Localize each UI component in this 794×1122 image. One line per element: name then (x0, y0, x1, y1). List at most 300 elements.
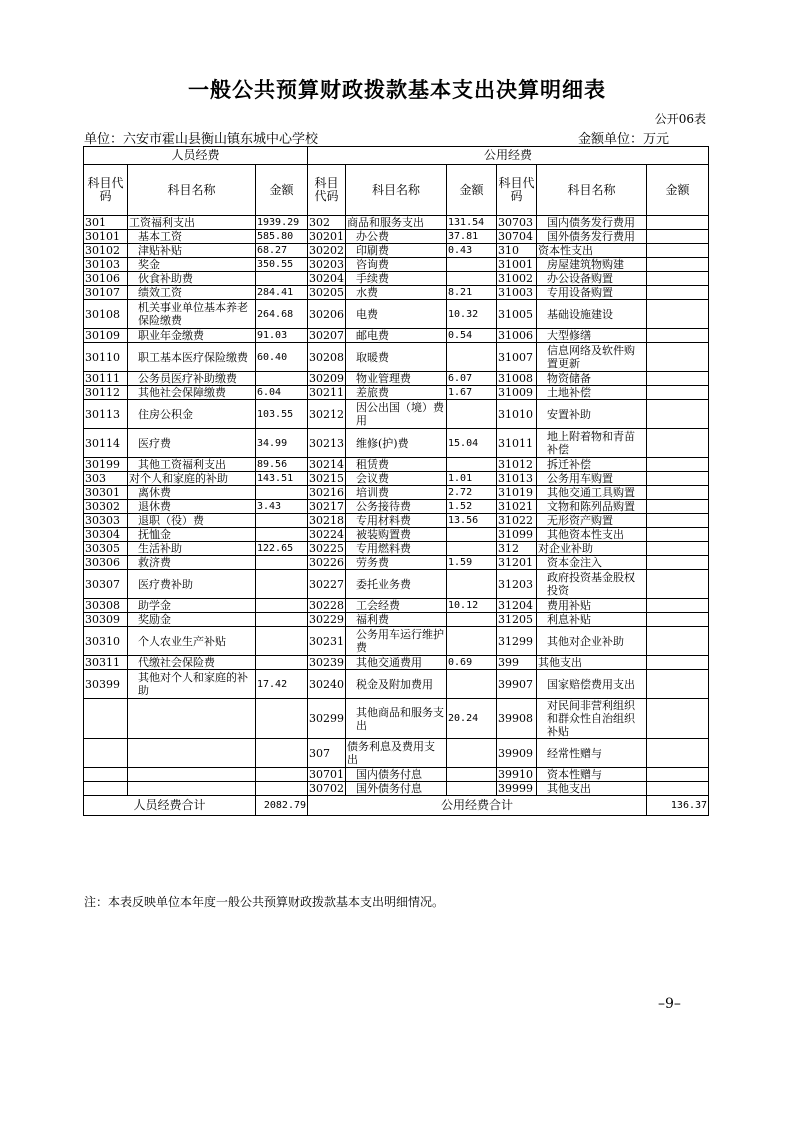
cell-amount: 2.72 (447, 486, 497, 500)
cell-amount (256, 699, 308, 739)
cell-code: 30701 (309, 768, 345, 781)
cell-amount (647, 258, 709, 272)
cell-amount: 20.24 (447, 699, 497, 739)
cell-code: 307 (308, 739, 346, 768)
cell-code: 30202 (309, 244, 345, 257)
cell-amount (647, 230, 709, 244)
table-row (84, 514, 709, 528)
cell-code: 31011 (497, 429, 537, 458)
cell-amount (647, 528, 709, 542)
cell-name: 政府投资基金股权投资 (537, 570, 647, 599)
cell-code: 30106 (84, 272, 128, 286)
amount-unit: 金额单位：万元 (578, 132, 670, 147)
cell-code: 30311 (84, 656, 128, 670)
cell-amount: 3.43 (256, 500, 308, 514)
cell-code: 30215 (309, 472, 345, 485)
cell-code: 30102 (84, 244, 128, 258)
cell-amount (256, 599, 308, 613)
cell-name: 医疗费补助 (128, 570, 256, 599)
cell-code: 303 (84, 472, 128, 486)
cell-code: 30108 (84, 300, 128, 329)
public-header: 公用经费 (308, 147, 709, 165)
public-total-label: 公用经费合计 (308, 796, 647, 816)
table-row (84, 244, 709, 258)
cell-name: 住房公积金 (128, 400, 256, 429)
cell-name: 职业年金缴费 (128, 329, 256, 343)
cell-name: 抚恤金 (128, 528, 256, 542)
cell-amount (447, 782, 497, 796)
cell-amount (447, 739, 497, 768)
cell-code: 30103 (84, 258, 128, 272)
table-row (84, 216, 709, 230)
cell-amount (256, 656, 308, 670)
cell-code: 30303 (84, 514, 128, 528)
cell-amount (647, 656, 709, 670)
cell-code: 30299 (308, 699, 346, 739)
cell-amount (256, 613, 308, 627)
cell-name: 国外债务付息 (346, 782, 447, 796)
table-row (84, 286, 709, 300)
cell-name: 资本金注入 (537, 556, 647, 570)
cell-amount (647, 782, 709, 796)
cell-code: 31201 (497, 556, 537, 570)
cell-name: 水费 (346, 286, 447, 300)
cell-amount (447, 627, 497, 656)
cell-amount: 131.54 (447, 216, 497, 230)
cell-code: 30109 (84, 329, 128, 343)
cell-code: 31099 (497, 528, 537, 542)
cell-code: 30213 (308, 429, 346, 458)
cell-code: 30703 (497, 216, 537, 230)
cell-code: 30209 (309, 372, 345, 385)
public-total-value: 136.37 (647, 796, 709, 816)
footnote: 注：本表反映单位本年度一般公共预算财政拨款基本支出明细情况。 (84, 895, 445, 909)
col-name: 科目名称 (128, 165, 256, 216)
table-row (84, 272, 709, 286)
cell-amount: 1939.29 (256, 216, 308, 230)
cell-amount: 15.04 (447, 429, 497, 458)
table-row (84, 458, 709, 472)
cell-name: 费用补贴 (537, 599, 647, 613)
cell-amount (256, 570, 308, 599)
cell-name: 经常性赠与 (537, 739, 647, 768)
cell-code: 30206 (308, 300, 346, 329)
cell-code: 302 (308, 216, 346, 230)
cell-code: 39907 (497, 670, 537, 699)
expenditure-table (83, 146, 709, 816)
table-row (84, 699, 709, 739)
cell-code: 30304 (84, 528, 128, 542)
cell-name: 国外债务发行费用 (537, 230, 647, 244)
cell-name: 职工基本医疗保险缴费 (128, 343, 256, 372)
cell-code: 30224 (309, 528, 345, 541)
cell-amount (447, 458, 497, 472)
cell-name: 其他支出 (537, 782, 647, 796)
cell-name: 邮电费 (346, 329, 447, 343)
cell-amount (256, 372, 308, 386)
table-row (84, 613, 709, 627)
cell-code: 31012 (497, 458, 537, 472)
table-row (84, 782, 709, 796)
cell-code: 31006 (497, 329, 537, 343)
cell-name: 奖金 (128, 258, 256, 272)
cell-amount: 6.04 (256, 386, 308, 400)
cell-name: 工资福利支出 (128, 216, 256, 230)
cell-name: 商品和服务支出 (346, 216, 447, 230)
cell-name: 差旅费 (346, 386, 447, 400)
cell-amount: 68.27 (256, 244, 308, 258)
cell-code: 30112 (84, 386, 128, 400)
cell-code: 39908 (497, 699, 537, 739)
cell-name (128, 768, 256, 782)
cell-amount: 284.41 (256, 286, 308, 300)
cell-code: 31008 (497, 372, 537, 386)
cell-amount: 13.56 (447, 514, 497, 528)
cell-amount (647, 458, 709, 472)
cell-name: 办公费 (346, 230, 447, 244)
cell-name: 培训费 (346, 486, 447, 500)
col-code: 科目代码 (84, 165, 128, 216)
cell-amount (256, 782, 308, 796)
col-amount: 金额 (447, 165, 497, 216)
cell-code: 30214 (309, 458, 345, 471)
cell-name: 资本性支出 (537, 244, 647, 258)
cell-amount: 10.32 (447, 300, 497, 329)
cell-name: 工会经费 (346, 599, 447, 613)
table-body (84, 216, 709, 796)
cell-code: 312 (497, 542, 537, 556)
page-number: –9– (658, 996, 681, 1012)
cell-code: 301 (84, 216, 128, 230)
cell-amount (447, 258, 497, 272)
cell-name: 国内债务付息 (346, 768, 447, 782)
cell-name: 印刷费 (346, 244, 447, 258)
cell-amount (647, 300, 709, 329)
cell-name: 国家赔偿费用支出 (537, 670, 647, 699)
cell-code: 31019 (497, 486, 537, 500)
cell-amount (447, 343, 497, 372)
cell-amount (256, 739, 308, 768)
cell-amount (647, 272, 709, 286)
cell-amount (647, 429, 709, 458)
col-amount: 金额 (256, 165, 308, 216)
cell-code: 30310 (84, 627, 128, 656)
table-row (84, 329, 709, 343)
cell-name: 代缴社会保险费 (128, 656, 256, 670)
cell-code: 31299 (497, 627, 537, 656)
cell-code: 30211 (309, 386, 345, 399)
cell-name: 因公出国（境）费用 (346, 400, 447, 429)
cell-name: 专用设备购置 (537, 286, 647, 300)
cell-code: 39910 (497, 768, 537, 782)
cell-code: 30216 (309, 486, 345, 499)
cell-code: 31002 (497, 272, 537, 286)
cell-code: 31005 (497, 300, 537, 329)
cell-code: 30201 (309, 230, 345, 243)
cell-code: 31021 (497, 500, 537, 514)
cell-code: 30207 (309, 329, 345, 342)
cell-code: 31009 (497, 386, 537, 400)
cell-code: 30110 (84, 343, 128, 372)
cell-code: 30228 (309, 599, 345, 612)
cell-name: 奖励金 (128, 613, 256, 627)
cell-code: 399 (497, 656, 537, 670)
cell-code: 30199 (84, 458, 128, 472)
cell-code: 30231 (308, 627, 346, 656)
cell-name: 信息网络及软件购置更新 (537, 343, 647, 372)
cell-code: 30217 (309, 500, 345, 513)
cell-code: 30114 (84, 429, 128, 458)
cell-name: 国内债务发行费用 (537, 216, 647, 230)
cell-name: 其他社会保障缴费 (128, 386, 256, 400)
cell-amount: 6.07 (447, 372, 497, 386)
cell-name: 文物和陈列品购置 (537, 500, 647, 514)
cell-amount (647, 486, 709, 500)
table-row (84, 768, 709, 782)
table-number: 公开06表 (654, 112, 706, 126)
cell-code: 30307 (84, 570, 128, 599)
cell-code: 30203 (309, 258, 345, 271)
cell-name: 公务用车运行维护费 (346, 627, 447, 656)
cell-name: 专用燃料费 (346, 542, 447, 556)
cell-amount (647, 216, 709, 230)
cell-amount: 91.03 (256, 329, 308, 343)
cell-name: 其他对企业补助 (537, 627, 647, 656)
cell-name: 税金及附加费用 (346, 670, 447, 699)
cell-name: 其他交通费用 (346, 656, 447, 670)
table-row (84, 670, 709, 699)
table-row (84, 599, 709, 613)
cell-amount (256, 486, 308, 500)
cell-code: 30218 (309, 514, 345, 527)
cell-amount (256, 272, 308, 286)
cell-name: 公务员医疗补助缴费 (128, 372, 256, 386)
cell-name: 伙食补助费 (128, 272, 256, 286)
cell-amount (256, 768, 308, 782)
cell-name: 绩效工资 (128, 286, 256, 300)
cell-code: 30111 (84, 372, 128, 386)
cell-amount: 1.52 (447, 500, 497, 514)
cell-name: 其他资本性支出 (537, 528, 647, 542)
cell-name: 医疗费 (128, 429, 256, 458)
cell-code: 30240 (308, 670, 346, 699)
cell-amount: 350.55 (256, 258, 308, 272)
cell-code (84, 739, 128, 768)
cell-amount (447, 528, 497, 542)
table-row (84, 570, 709, 599)
page-title: 一般公共预算财政拨款基本支出决算明细表 (188, 77, 606, 102)
cell-code (84, 782, 128, 796)
cell-code: 30227 (308, 570, 346, 599)
cell-amount (647, 699, 709, 739)
table-row (84, 528, 709, 542)
table-row (84, 429, 709, 458)
cell-amount (647, 542, 709, 556)
col-code: 科目代码 (497, 165, 537, 216)
cell-amount (647, 570, 709, 599)
table-row (84, 486, 709, 500)
unit-name: 单位：六安市霍山县衡山镇东城中心学校 (84, 132, 319, 147)
cell-name: 离休费 (128, 486, 256, 500)
cell-amount (447, 570, 497, 599)
cell-code: 30107 (84, 286, 128, 300)
table-row (84, 656, 709, 670)
cell-name: 机关事业单位基本养老保险缴费 (128, 300, 256, 329)
cell-code (84, 768, 128, 782)
cell-name: 租赁费 (346, 458, 447, 472)
cell-code: 31204 (497, 599, 537, 613)
cell-amount: 0.54 (447, 329, 497, 343)
cell-code: 30205 (309, 286, 345, 299)
cell-amount (647, 472, 709, 486)
cell-amount (647, 329, 709, 343)
cell-amount (647, 599, 709, 613)
cell-name: 物业管理费 (346, 372, 447, 386)
table-row (84, 739, 709, 768)
col-name: 科目名称 (346, 165, 447, 216)
cell-name: 被装购置费 (346, 528, 447, 542)
cell-amount (647, 768, 709, 782)
cell-amount (256, 528, 308, 542)
cell-name: 公务接待费 (346, 500, 447, 514)
cell-name: 无形资产购置 (537, 514, 647, 528)
cell-name: 电费 (346, 300, 447, 329)
cell-name: 办公设备购置 (537, 272, 647, 286)
cell-code: 30208 (308, 343, 346, 372)
cell-amount (256, 556, 308, 570)
cell-amount: 1.67 (447, 386, 497, 400)
cell-amount: 8.21 (447, 286, 497, 300)
cell-name: 物资储备 (537, 372, 647, 386)
cell-amount (447, 670, 497, 699)
cell-amount (447, 613, 497, 627)
cell-code: 30702 (309, 782, 345, 795)
cell-amount (647, 670, 709, 699)
cell-name: 维修(护)费 (346, 429, 447, 458)
cell-amount (647, 627, 709, 656)
cell-amount (647, 386, 709, 400)
cell-name: 会议费 (346, 472, 447, 486)
cell-amount: 89.56 (256, 458, 308, 472)
cell-name: 咨询费 (346, 258, 447, 272)
cell-name: 其他支出 (537, 656, 647, 670)
cell-name: 对个人和家庭的补助 (128, 472, 256, 486)
cell-name: 个人农业生产补贴 (128, 627, 256, 656)
cell-code: 310 (497, 244, 537, 258)
cell-code: 39909 (497, 739, 537, 768)
cell-name: 退休费 (128, 500, 256, 514)
cell-code: 30212 (308, 400, 346, 429)
cell-name: 债务利息及费用支出 (346, 739, 447, 768)
table-row (84, 300, 709, 329)
cell-code (84, 699, 128, 739)
cell-amount: 0.69 (447, 656, 497, 670)
cell-amount: 103.55 (256, 400, 308, 429)
cell-code: 30309 (84, 613, 128, 627)
cell-name: 其他交通工具购置 (537, 486, 647, 500)
cell-name: 退职（役）费 (128, 514, 256, 528)
cell-amount (647, 613, 709, 627)
cell-amount (447, 400, 497, 429)
cell-name: 对民间非营利组织和群众性自治组织补贴 (537, 699, 647, 739)
cell-code: 31022 (497, 514, 537, 528)
cell-name: 拆迁补偿 (537, 458, 647, 472)
cell-code: 31203 (497, 570, 537, 599)
cell-amount (447, 768, 497, 782)
column-header-row (84, 165, 709, 216)
cell-code: 30226 (309, 556, 345, 569)
table-row (84, 372, 709, 386)
cell-amount: 143.51 (256, 472, 308, 486)
cell-name (128, 782, 256, 796)
cell-name: 地上附着物和青苗补偿 (537, 429, 647, 458)
table-row (84, 343, 709, 372)
cell-name: 其他商品和服务支出 (346, 699, 447, 739)
cell-amount: 0.43 (447, 244, 497, 258)
cell-name: 对企业补助 (537, 542, 647, 556)
cell-amount: 17.42 (256, 670, 308, 699)
cell-amount: 10.12 (447, 599, 497, 613)
cell-name (128, 739, 256, 768)
cell-name: 公务用车购置 (537, 472, 647, 486)
table-row (84, 556, 709, 570)
cell-code: 30239 (309, 656, 345, 669)
cell-name: 福利费 (346, 613, 447, 627)
cell-name: 劳务费 (346, 556, 447, 570)
cell-code: 30305 (84, 542, 128, 556)
table-row (84, 258, 709, 272)
cell-name: 利息补贴 (537, 613, 647, 627)
cell-name (128, 699, 256, 739)
cell-amount (647, 286, 709, 300)
cell-amount (647, 500, 709, 514)
cell-amount (447, 542, 497, 556)
cell-name: 资本性赠与 (537, 768, 647, 782)
cell-name: 其他对个人和家庭的补助 (128, 670, 256, 699)
cell-amount: 34.99 (256, 429, 308, 458)
table-row (84, 400, 709, 429)
table-row (84, 500, 709, 514)
cell-name: 专用材料费 (346, 514, 447, 528)
cell-amount: 585.80 (256, 230, 308, 244)
personnel-total-value: 2082.79 (256, 796, 308, 816)
cell-amount (647, 739, 709, 768)
cell-name: 基本工资 (128, 230, 256, 244)
cell-name: 大型修缮 (537, 329, 647, 343)
table-row (84, 472, 709, 486)
cell-code: 39999 (497, 782, 537, 796)
cell-code: 30308 (84, 599, 128, 613)
cell-amount (647, 400, 709, 429)
cell-name: 助学金 (128, 599, 256, 613)
cell-name: 救济费 (128, 556, 256, 570)
cell-amount (256, 627, 308, 656)
cell-amount: 1.59 (447, 556, 497, 570)
cell-amount (647, 343, 709, 372)
personnel-total-label: 人员经费合计 (84, 796, 256, 816)
totals-row (84, 796, 709, 816)
cell-name: 委托业务费 (346, 570, 447, 599)
cell-amount: 60.40 (256, 343, 308, 372)
cell-code: 30301 (84, 486, 128, 500)
cell-code: 31003 (497, 286, 537, 300)
cell-name: 生活补助 (128, 542, 256, 556)
cell-name: 房屋建筑物购建 (537, 258, 647, 272)
cell-code: 30704 (497, 230, 537, 244)
col-name: 科目名称 (537, 165, 647, 216)
cell-code: 30204 (309, 272, 345, 285)
cell-code: 31205 (497, 613, 537, 627)
